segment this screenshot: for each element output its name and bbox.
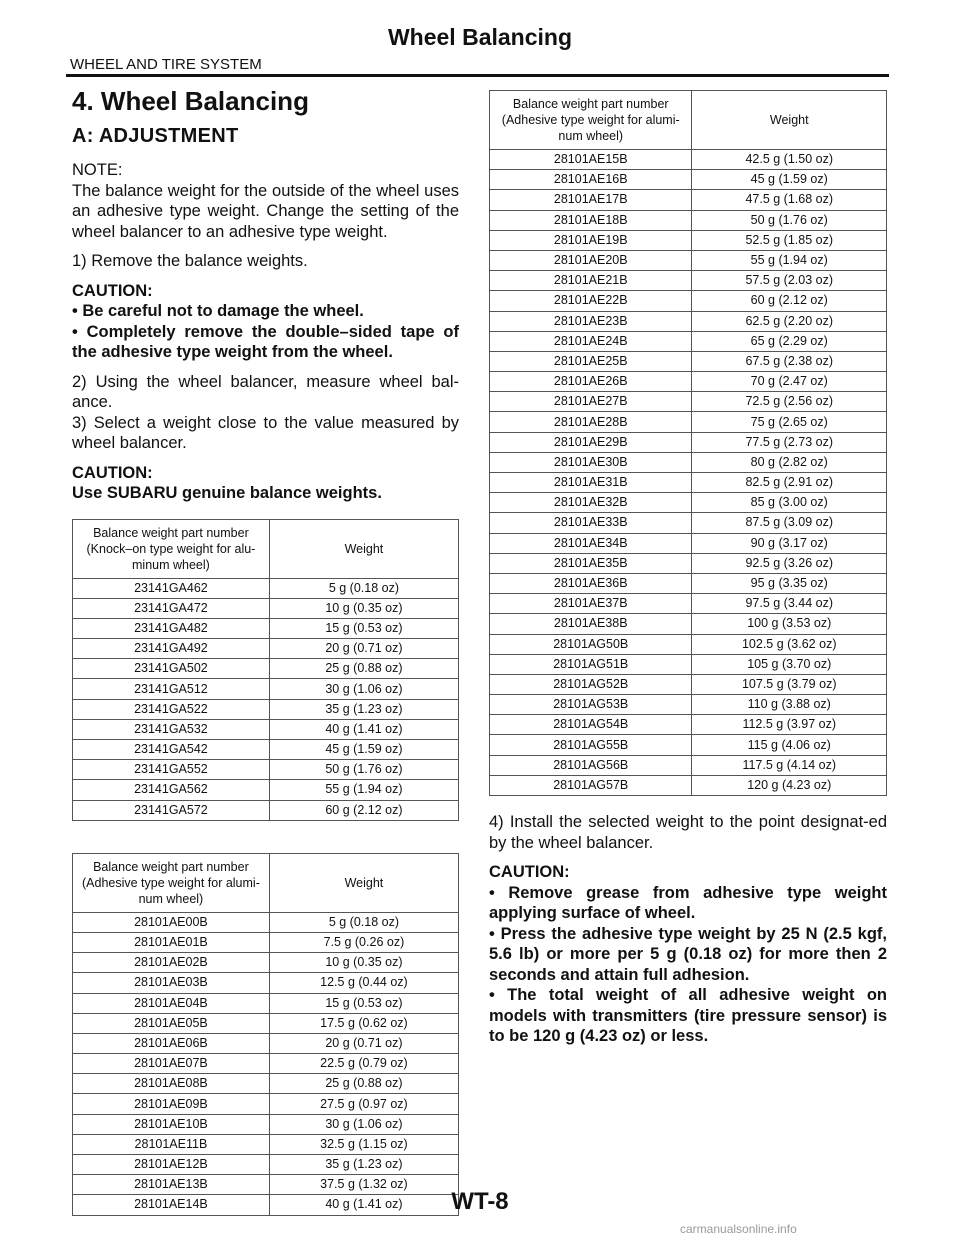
part-number-cell: 23141GA542 <box>73 740 270 760</box>
weight-cell: 32.5 g (1.15 oz) <box>269 1134 458 1154</box>
table-row <box>73 1134 459 1154</box>
watermark: carmanualsonline.info <box>680 1222 797 1236</box>
table-row <box>490 351 887 371</box>
table-row <box>490 271 887 291</box>
table-row <box>490 452 887 472</box>
part-number-cell: 23141GA562 <box>73 780 270 800</box>
weight-cell: 70 g (2.47 oz) <box>692 372 887 392</box>
table-row <box>490 775 887 795</box>
weight-cell: 55 g (1.94 oz) <box>269 780 458 800</box>
weight-cell: 55 g (1.94 oz) <box>692 250 887 270</box>
table-row <box>73 780 459 800</box>
step-2: 2) Using the wheel balancer, measure wheel bal-ance. <box>72 372 459 411</box>
part-number-cell: 23141GA472 <box>73 598 270 618</box>
weight-cell: 10 g (0.35 oz) <box>269 953 458 973</box>
step-4: 4) Install the selected weight to the point designat-ed by the wheel balancer. <box>489 813 887 852</box>
step-3: 3) Select a weight close to the value measured by wheel balancer. <box>72 413 459 452</box>
left-column <box>72 86 459 1216</box>
table-row <box>490 553 887 573</box>
weight-cell: 117.5 g (4.14 oz) <box>692 755 887 775</box>
weight-cell: 100 g (3.53 oz) <box>692 614 887 634</box>
part-number-cell: 28101AE35B <box>490 553 692 573</box>
table-row <box>490 735 887 755</box>
weight-cell: 15 g (0.53 oz) <box>269 993 458 1013</box>
table-row <box>73 973 459 993</box>
part-number-cell: 28101AG54B <box>490 715 692 735</box>
part-number-cell: 28101AE20B <box>490 250 692 270</box>
weight-cell: 72.5 g (2.56 oz) <box>692 392 887 412</box>
weight-cell: 112.5 g (3.97 oz) <box>692 715 887 735</box>
table-row <box>73 740 459 760</box>
weight-cell: 80 g (2.82 oz) <box>692 452 887 472</box>
part-number-cell: 28101AE32B <box>490 493 692 513</box>
page-number: WT-8 <box>451 1188 509 1215</box>
part-number-cell: 28101AE38B <box>490 614 692 634</box>
caution-label: CAUTION: <box>72 463 153 482</box>
weight-cell: 110 g (3.88 oz) <box>692 695 887 715</box>
part-number-cell: 23141GA522 <box>73 699 270 719</box>
adhesive-weight-table-1 <box>72 853 459 1216</box>
page-header-title: Wheel Balancing <box>387 24 573 50</box>
note-text: The balance weight for the outside of the wheel uses an adhesive type weight. Change the setting of the wheel balancer to an adhesive type weight. <box>72 181 459 241</box>
table-row <box>73 760 459 780</box>
weight-cell: 60 g (2.12 oz) <box>692 291 887 311</box>
caution-item: • Remove grease from adhesive type weight applying surface of wheel. <box>489 883 887 922</box>
part-number-cell: 28101AG52B <box>490 674 692 694</box>
caution-text: Use SUBARU genuine balance weights. <box>72 484 382 502</box>
part-number-cell: 23141GA492 <box>73 639 270 659</box>
table-row <box>73 699 459 719</box>
table-row <box>490 473 887 493</box>
weight-cell: 92.5 g (3.26 oz) <box>692 553 887 573</box>
caution-label: CAUTION: <box>489 863 570 881</box>
part-number-cell: 28101AE09B <box>73 1094 270 1114</box>
part-number-cell: 28101AE04B <box>73 993 270 1013</box>
part-number-cell: 23141GA502 <box>73 659 270 679</box>
table-row <box>490 695 887 715</box>
table-row <box>490 533 887 553</box>
weight-cell: 85 g (3.00 oz) <box>692 493 887 513</box>
table-row <box>490 594 887 614</box>
table-header-row <box>73 519 459 578</box>
table-header-row <box>73 853 459 912</box>
table-header-row <box>490 91 887 150</box>
part-number-cell: 28101AE16B <box>490 170 692 190</box>
weight-cell: 50 g (1.76 oz) <box>692 210 887 230</box>
table-row <box>73 639 459 659</box>
table-row <box>490 674 887 694</box>
weight-cell: 5 g (0.18 oz) <box>269 578 458 598</box>
table-row <box>490 392 887 412</box>
weight-cell: 30 g (1.06 oz) <box>269 679 458 699</box>
header-weight: Weight <box>269 853 458 912</box>
table-row <box>73 932 459 952</box>
part-number-cell: 28101AG53B <box>490 695 692 715</box>
table-row <box>73 1155 459 1175</box>
part-number-cell: 28101AE14B <box>73 1195 270 1215</box>
caution-item: • The total weight of all adhesive weight on models with transmitters (tire pressure sensor) is to be 120 g (4.23 oz) or less. <box>489 986 887 1045</box>
table-row <box>73 719 459 739</box>
right-column <box>489 90 887 1056</box>
header-part-number: Balance weight part number (Knock–on type weight for alu-minum wheel) <box>73 519 270 578</box>
part-number-cell: 28101AE11B <box>73 1134 270 1154</box>
part-number-cell: 28101AE17B <box>490 190 692 210</box>
adhesive-weight-table-2 <box>489 90 887 796</box>
weight-cell: 57.5 g (2.03 oz) <box>692 271 887 291</box>
table-row <box>490 331 887 351</box>
weight-cell: 35 g (1.23 oz) <box>269 699 458 719</box>
table-row <box>490 755 887 775</box>
weight-cell: 25 g (0.88 oz) <box>269 659 458 679</box>
table-row <box>490 573 887 593</box>
table-row <box>73 1033 459 1053</box>
part-number-cell: 28101AE06B <box>73 1033 270 1053</box>
weight-cell: 95 g (3.35 oz) <box>692 573 887 593</box>
table-row <box>73 578 459 598</box>
table-row <box>73 1074 459 1094</box>
table-row <box>73 679 459 699</box>
part-number-cell: 28101AE30B <box>490 452 692 472</box>
weight-cell: 47.5 g (1.68 oz) <box>692 190 887 210</box>
table-row <box>490 311 887 331</box>
weight-cell: 82.5 g (2.91 oz) <box>692 473 887 493</box>
weight-cell: 45 g (1.59 oz) <box>269 740 458 760</box>
table-row <box>73 618 459 638</box>
part-number-cell: 28101AE18B <box>490 210 692 230</box>
part-number-cell: 28101AE34B <box>490 533 692 553</box>
weight-cell: 62.5 g (2.20 oz) <box>692 311 887 331</box>
part-number-cell: 23141GA552 <box>73 760 270 780</box>
part-number-cell: 28101AE08B <box>73 1074 270 1094</box>
part-number-cell: 23141GA532 <box>73 719 270 739</box>
weight-cell: 27.5 g (0.97 oz) <box>269 1094 458 1114</box>
weight-cell: 40 g (1.41 oz) <box>269 1195 458 1215</box>
table-row <box>73 912 459 932</box>
table-row <box>490 230 887 250</box>
caution-block-1 <box>72 281 459 363</box>
part-number-cell: 28101AE26B <box>490 372 692 392</box>
weight-cell: 7.5 g (0.26 oz) <box>269 932 458 952</box>
header-part-number: Balance weight part number (Adhesive type weight for alumi-num wheel) <box>73 853 270 912</box>
weight-cell: 35 g (1.23 oz) <box>269 1155 458 1175</box>
table-row <box>490 715 887 735</box>
weight-cell: 45 g (1.59 oz) <box>692 170 887 190</box>
table-row <box>73 659 459 679</box>
part-number-cell: 23141GA482 <box>73 618 270 638</box>
part-number-cell: 23141GA462 <box>73 578 270 598</box>
weight-cell: 115 g (4.06 oz) <box>692 735 887 755</box>
table-row <box>490 412 887 432</box>
part-number-cell: 23141GA512 <box>73 679 270 699</box>
part-number-cell: 28101AE00B <box>73 912 270 932</box>
part-number-cell: 28101AE31B <box>490 473 692 493</box>
part-number-cell: 28101AE12B <box>73 1155 270 1175</box>
step-1: 1) Remove the balance weights. <box>72 252 308 270</box>
table-row <box>73 1054 459 1074</box>
part-number-cell: 28101AG51B <box>490 654 692 674</box>
part-number-cell: 28101AE19B <box>490 230 692 250</box>
weight-cell: 120 g (4.23 oz) <box>692 775 887 795</box>
note-block <box>72 160 459 242</box>
part-number-cell: 23141GA572 <box>73 800 270 820</box>
table-row <box>73 993 459 1013</box>
part-number-cell: 28101AE21B <box>490 271 692 291</box>
part-number-cell: 28101AE24B <box>490 331 692 351</box>
table-row <box>490 614 887 634</box>
table-row <box>73 953 459 973</box>
weight-cell: 67.5 g (2.38 oz) <box>692 351 887 371</box>
table-row <box>490 372 887 392</box>
note-label: NOTE: <box>72 161 123 179</box>
header-rule <box>66 74 889 77</box>
weight-cell: 52.5 g (1.85 oz) <box>692 230 887 250</box>
weight-cell: 90 g (3.17 oz) <box>692 533 887 553</box>
weight-cell: 20 g (0.71 oz) <box>269 639 458 659</box>
part-number-cell: 28101AE22B <box>490 291 692 311</box>
weight-cell: 30 g (1.06 oz) <box>269 1114 458 1134</box>
part-number-cell: 28101AE05B <box>73 1013 270 1033</box>
table-row <box>73 1114 459 1134</box>
weight-cell: 10 g (0.35 oz) <box>269 598 458 618</box>
weight-cell: 5 g (0.18 oz) <box>269 912 458 932</box>
weight-cell: 50 g (1.76 oz) <box>269 760 458 780</box>
part-number-cell: 28101AE01B <box>73 932 270 952</box>
table-row <box>490 654 887 674</box>
table-row <box>490 432 887 452</box>
weight-cell: 107.5 g (3.79 oz) <box>692 674 887 694</box>
weight-cell: 102.5 g (3.62 oz) <box>692 634 887 654</box>
caution-block-3 <box>489 862 887 1047</box>
section-title: 4. Wheel Balancing <box>72 86 309 116</box>
weight-cell: 65 g (2.29 oz) <box>692 331 887 351</box>
caution-item: • Press the adhesive type weight by 25 N (2.5 kgf, 5.6 lb) or more per 5 g (0.18 oz) for more then 2 seconds and attain full adhesion. <box>489 924 887 984</box>
table-row <box>490 634 887 654</box>
caution-label: CAUTION: <box>72 281 153 300</box>
table-row <box>490 210 887 230</box>
weight-cell: 42.5 g (1.50 oz) <box>692 150 887 170</box>
part-number-cell: 28101AG57B <box>490 775 692 795</box>
table-row <box>73 598 459 618</box>
part-number-cell: 28101AE13B <box>73 1175 270 1195</box>
weight-cell: 40 g (1.41 oz) <box>269 719 458 739</box>
table-row <box>490 150 887 170</box>
part-number-cell: 28101AE23B <box>490 311 692 331</box>
part-number-cell: 28101AE07B <box>73 1054 270 1074</box>
table-row <box>73 1013 459 1033</box>
weight-cell: 75 g (2.65 oz) <box>692 412 887 432</box>
weight-cell: 25 g (0.88 oz) <box>269 1074 458 1094</box>
header-part-number: Balance weight part number (Adhesive type weight for alumi-num wheel) <box>490 91 692 150</box>
header-weight: Weight <box>692 91 887 150</box>
part-number-cell: 28101AG56B <box>490 755 692 775</box>
table-row <box>490 170 887 190</box>
section-label: WHEEL AND TIRE SYSTEM <box>70 56 262 73</box>
part-number-cell: 28101AE37B <box>490 594 692 614</box>
table-row <box>73 800 459 820</box>
weight-cell: 17.5 g (0.62 oz) <box>269 1013 458 1033</box>
weight-cell: 15 g (0.53 oz) <box>269 618 458 638</box>
weight-cell: 97.5 g (3.44 oz) <box>692 594 887 614</box>
table-row <box>490 250 887 270</box>
part-number-cell: 28101AE25B <box>490 351 692 371</box>
weight-cell: 22.5 g (0.79 oz) <box>269 1054 458 1074</box>
part-number-cell: 28101AE28B <box>490 412 692 432</box>
part-number-cell: 28101AG55B <box>490 735 692 755</box>
table-row <box>73 1094 459 1114</box>
header-weight: Weight <box>269 519 458 578</box>
part-number-cell: 28101AE33B <box>490 513 692 533</box>
part-number-cell: 28101AE29B <box>490 432 692 452</box>
sub-title: A: ADJUSTMENT <box>72 125 239 147</box>
table-row <box>490 513 887 533</box>
part-number-cell: 28101AE02B <box>73 953 270 973</box>
weight-cell: 20 g (0.71 oz) <box>269 1033 458 1053</box>
weight-cell: 105 g (3.70 oz) <box>692 654 887 674</box>
caution-item: • Be careful not to damage the wheel. <box>72 302 364 320</box>
knock-on-weight-table <box>72 519 459 821</box>
caution-item: • Completely remove the double–sided tape of the adhesive type weight from the wheel. <box>72 322 459 361</box>
table-row <box>490 493 887 513</box>
part-number-cell: 28101AE03B <box>73 973 270 993</box>
weight-cell: 37.5 g (1.32 oz) <box>269 1175 458 1195</box>
weight-cell: 87.5 g (3.09 oz) <box>692 513 887 533</box>
weight-cell: 12.5 g (0.44 oz) <box>269 973 458 993</box>
weight-cell: 77.5 g (2.73 oz) <box>692 432 887 452</box>
steps-2-3 <box>72 372 459 454</box>
table-gap <box>72 821 459 853</box>
table-row <box>490 190 887 210</box>
part-number-cell: 28101AE15B <box>490 150 692 170</box>
part-number-cell: 28101AE10B <box>73 1114 270 1134</box>
table-row <box>490 291 887 311</box>
weight-cell: 60 g (2.12 oz) <box>269 800 458 820</box>
part-number-cell: 28101AE27B <box>490 392 692 412</box>
part-number-cell: 28101AG50B <box>490 634 692 654</box>
part-number-cell: 28101AE36B <box>490 573 692 593</box>
caution-block-2 <box>72 463 459 504</box>
